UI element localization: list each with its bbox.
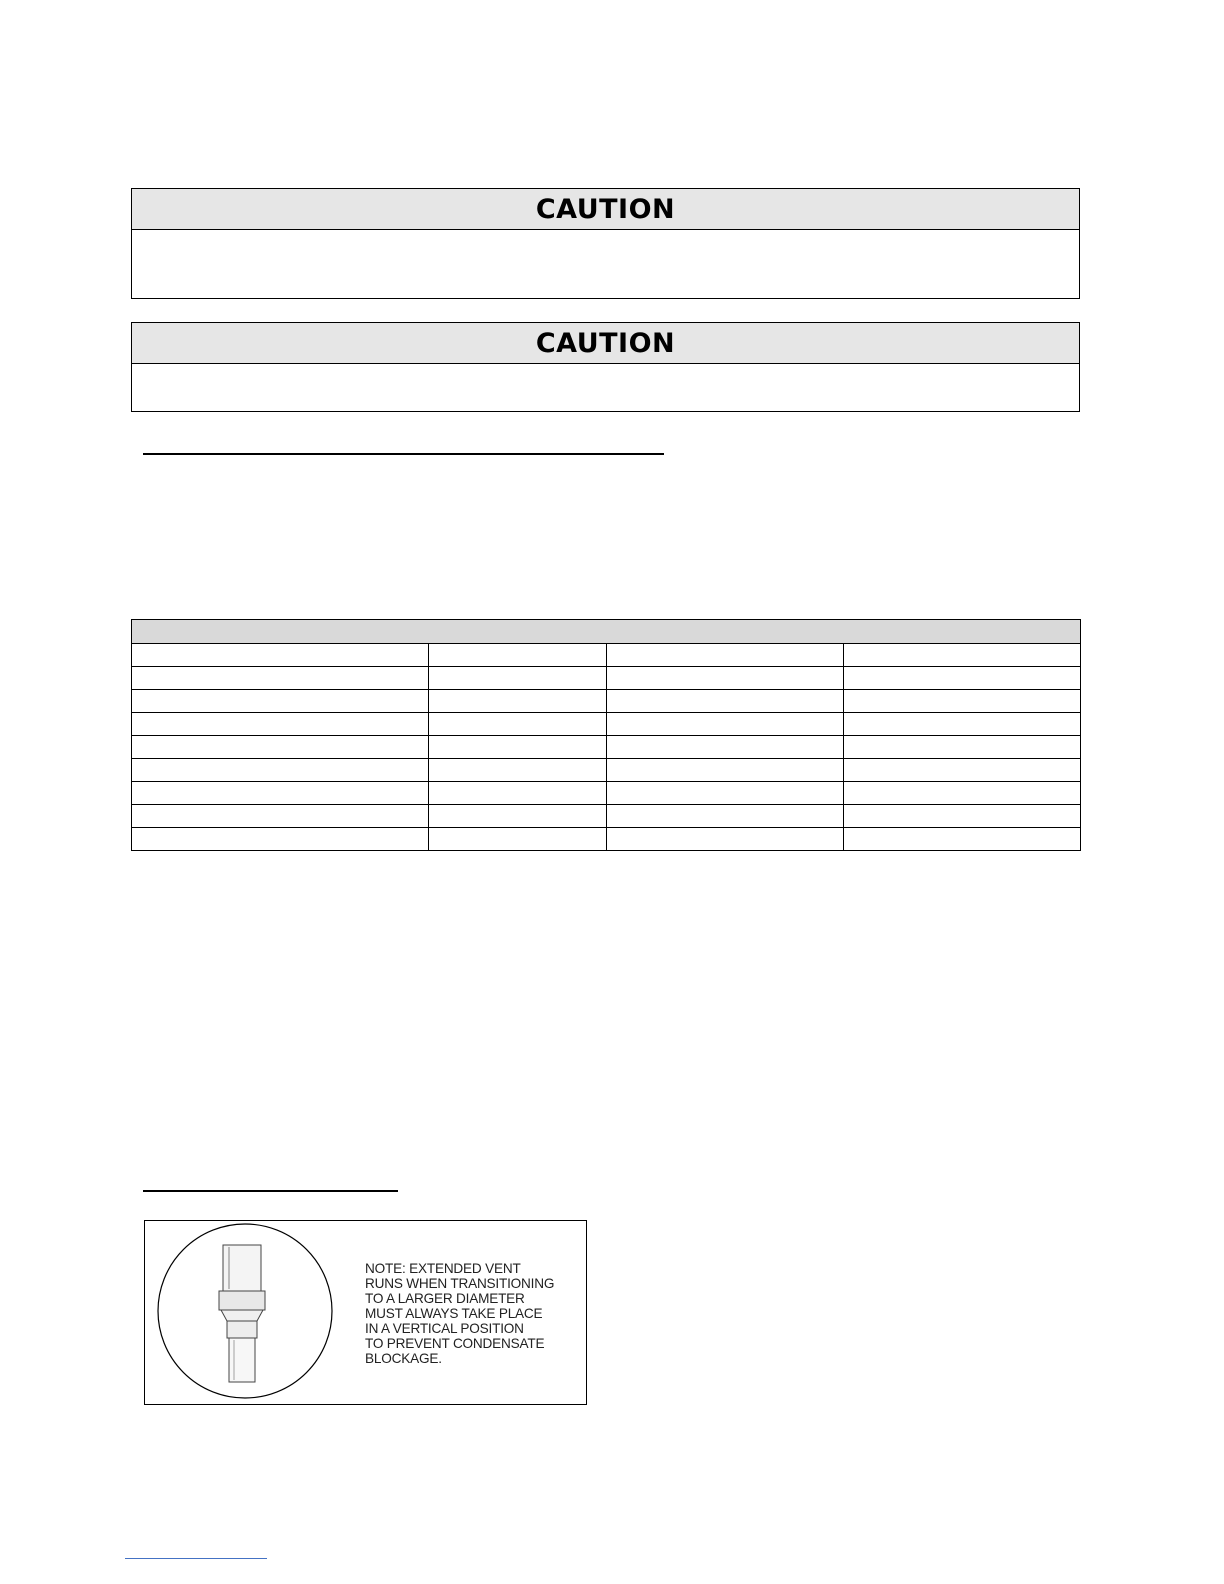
table-cell — [607, 644, 844, 667]
caution-box-1 — [131, 188, 1080, 299]
figure-note-line: NOTE: EXTENDED VENT — [365, 1261, 521, 1276]
table-cell — [844, 805, 1081, 828]
table-cell — [429, 805, 607, 828]
table-cell — [607, 805, 844, 828]
table-cell — [607, 759, 844, 782]
table-cell — [607, 713, 844, 736]
table-cell — [607, 828, 844, 851]
table-cell — [132, 667, 429, 690]
table-cell — [429, 667, 607, 690]
table-row — [132, 759, 1081, 782]
table-cell — [132, 828, 429, 851]
table-cell — [429, 690, 607, 713]
table-row — [132, 667, 1081, 690]
table-cell — [132, 759, 429, 782]
table-cell — [132, 805, 429, 828]
figure-note-line: IN A VERTICAL POSITION — [365, 1321, 524, 1336]
table-cell — [429, 782, 607, 805]
table-row — [132, 805, 1081, 828]
table-cell — [429, 644, 607, 667]
table-cell — [844, 828, 1081, 851]
caution-title-1: CAUTION — [132, 189, 1079, 230]
section-heading-underline-1 — [143, 453, 664, 455]
table-cell — [132, 782, 429, 805]
table-cell — [607, 667, 844, 690]
table-cell — [429, 713, 607, 736]
table-cell — [844, 782, 1081, 805]
table-cell — [844, 667, 1081, 690]
table-row — [132, 782, 1081, 805]
table-header-row — [132, 620, 1081, 644]
caution-body-1 — [132, 230, 1079, 298]
figure-note-line: RUNS WHEN TRANSITIONING — [365, 1276, 555, 1291]
table-cell — [132, 690, 429, 713]
section-heading-underline-2 — [143, 1190, 398, 1192]
caution-box-2 — [131, 322, 1080, 412]
table-cell — [844, 759, 1081, 782]
table-header-cell — [132, 620, 1081, 644]
table-cell — [844, 736, 1081, 759]
table-cell — [132, 644, 429, 667]
table-row — [132, 736, 1081, 759]
table-cell — [429, 759, 607, 782]
table-cell — [844, 690, 1081, 713]
table-cell — [429, 736, 607, 759]
figure-note-line: TO A LARGER DIAMETER — [365, 1291, 525, 1306]
table-row — [132, 690, 1081, 713]
table-cell — [132, 736, 429, 759]
caution-body-2 — [132, 364, 1079, 411]
table-row — [132, 713, 1081, 736]
vent-transition-figure — [144, 1220, 587, 1405]
figure-note-line: BLOCKAGE. — [365, 1351, 442, 1366]
caution-title-2: CAUTION — [132, 323, 1079, 364]
vent-length-table — [131, 619, 1081, 851]
table-cell — [607, 782, 844, 805]
table-row — [132, 828, 1081, 851]
figure-note — [365, 1261, 580, 1366]
figure-note-line: TO PREVENT CONDENSATE — [365, 1336, 545, 1351]
table-cell — [132, 713, 429, 736]
table-cell — [429, 828, 607, 851]
table-cell — [607, 736, 844, 759]
table-row — [132, 644, 1081, 667]
table-cell — [607, 690, 844, 713]
table-cell — [844, 644, 1081, 667]
table-cell — [844, 713, 1081, 736]
figure-note-line: MUST ALWAYS TAKE PLACE — [365, 1306, 543, 1321]
table-body — [132, 644, 1081, 851]
footer-link-underline[interactable] — [125, 1558, 267, 1559]
